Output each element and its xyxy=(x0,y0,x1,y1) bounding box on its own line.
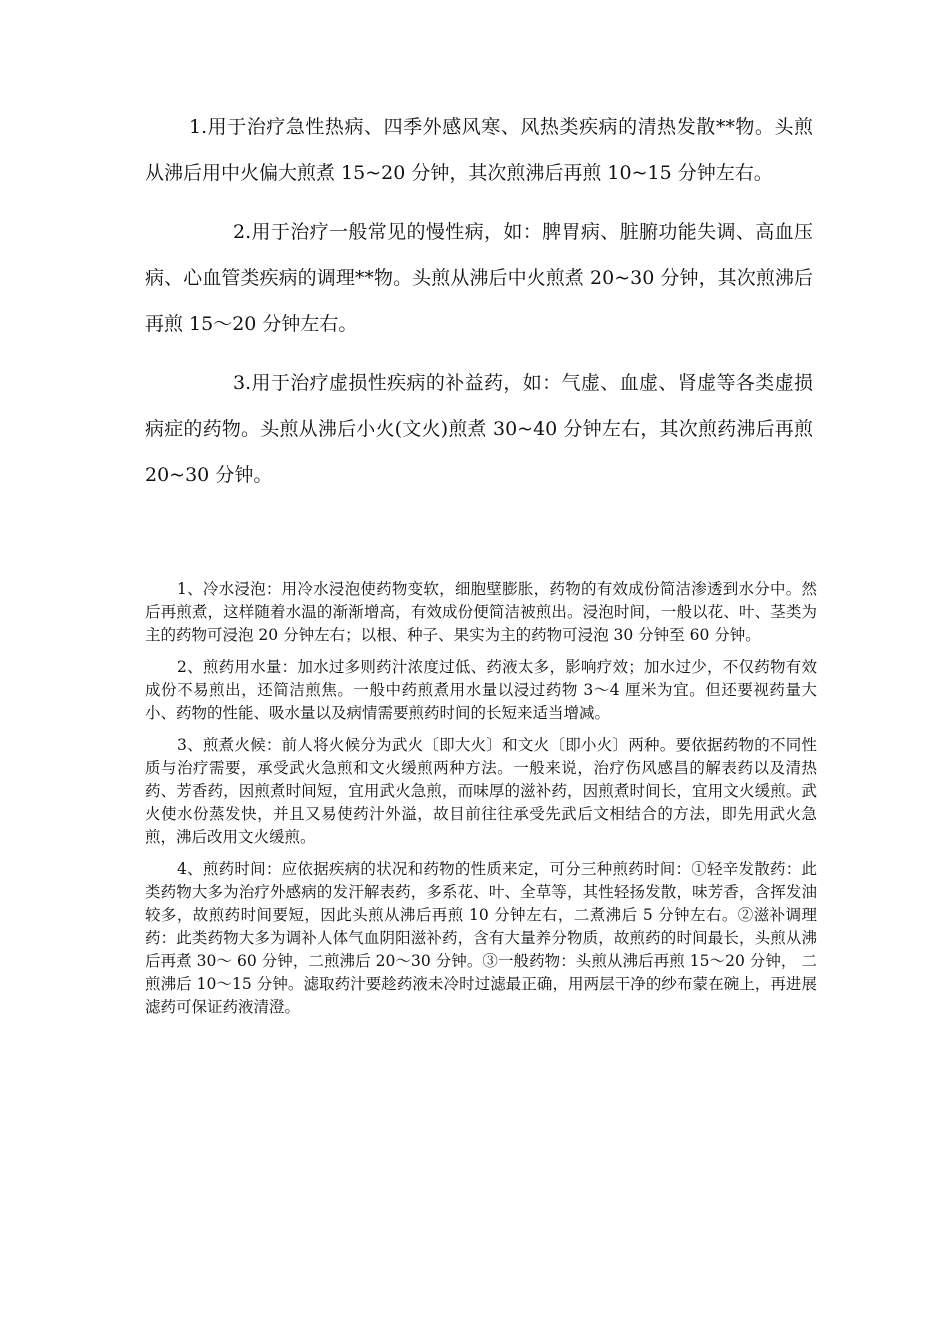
paragraph-tonic-medicine: 3.用于治疗虚损性疾病的补益药，如：气虚、血虚、肾虚等各类虚损病症的药物。头煎从沸后小火(文火)煎煮 30~40 分钟左右，其次煎药沸后再煎 20~30 分钟。 xyxy=(145,372,813,486)
decoction-method-section xyxy=(145,578,817,1028)
decoction-time-section xyxy=(145,104,813,511)
paragraph-heat-control: 3、煎煮火候：前人将火候分为武火〔即大火〕和文火〔即小火〕两种。要依据药物的不同性质与治疗需要，承受武火急煎和文火缓煎两种方法。一般来说，治疗伤风感昌的解表药以及清热药、芳香药，因煎煮时间短，宜用武火急煎，而味厚的滋补药，因煎煮时间长，宜用文火缓煎。武火使水份蒸发快，并且又易使药汁外溢，故目前往往承受先武后文相结合的方法，即先用武火急煎，沸后改用文火缓煎。 xyxy=(145,736,817,846)
paragraph-decoction-time: 4、煎药时间：应依据疾病的状况和药物的性质来定，可分三种煎药时间：①轻辛发散药：此类药物大多为治疗外感病的发汗解表药，多系花、叶、全草等，其性轻扬发散，味芳香，含挥发油较多，故煎药时间要短，因此头煎从沸后再煎 10 分钟左右，二煮沸后 5 分钟左右。②滋补调理药：此类药物大多为调补人体气血阴阳滋补药，含有大量养分物质，故煎药的时间最长，头煎从沸后再煮 30～ 60 分钟，二煎沸后 20～30 分钟。③一般药物：头煎从沸后再煎 15～20 分钟， 二煎沸后 10～15 分钟。滤取药汁要趁药液未冷时过滤最正确，用两层干净的纱布蒙在碗上，再进展滤药可保证药液清澄。 xyxy=(145,860,817,1016)
paragraph-acute-febrile: 1.用于治疗急性热病、四季外感风寒、风热类疾病的清热发散**物。头煎从沸后用中火偏大煎煮 15~20 分钟，其次煎沸后再煎 10~15 分钟左右。 xyxy=(145,116,813,184)
paragraph-chronic-disease: 2.用于治疗一般常见的慢性病，如：脾胃病、脏腑功能失调、高血压病、心血管类疾病的调理**物。头煎从沸后中火煎煮 20~30 分钟，其次煎沸后再煎 15～20 分钟左右。 xyxy=(145,221,813,335)
paragraph-water-amount: 2、煎药用水量：加水过多则药汁浓度过低、药液太多，影响疗效；加水过少，不仅药物有效成份不易煎出，还简洁煎焦。一般中药煎煮用水量以浸过药物 3～4 厘米为宜。但还要视药量大小、药物的性能、吸水量以及病情需要煎药时间的长短来适当增减。 xyxy=(145,658,817,722)
paragraph-cold-soak: 1、冷水浸泡：用冷水浸泡使药物变软，细胞壁膨胀，药物的有效成份简洁渗透到水分中。然后再煎煮，这样随着水温的渐渐增高，有效成份便简洁被煎出。浸泡时间，一般以花、叶、茎类为主的药物可浸泡 20 分钟左右；以根、种子、果实为主的药物可浸泡 30 分钟至 60 分钟。 xyxy=(145,580,817,644)
